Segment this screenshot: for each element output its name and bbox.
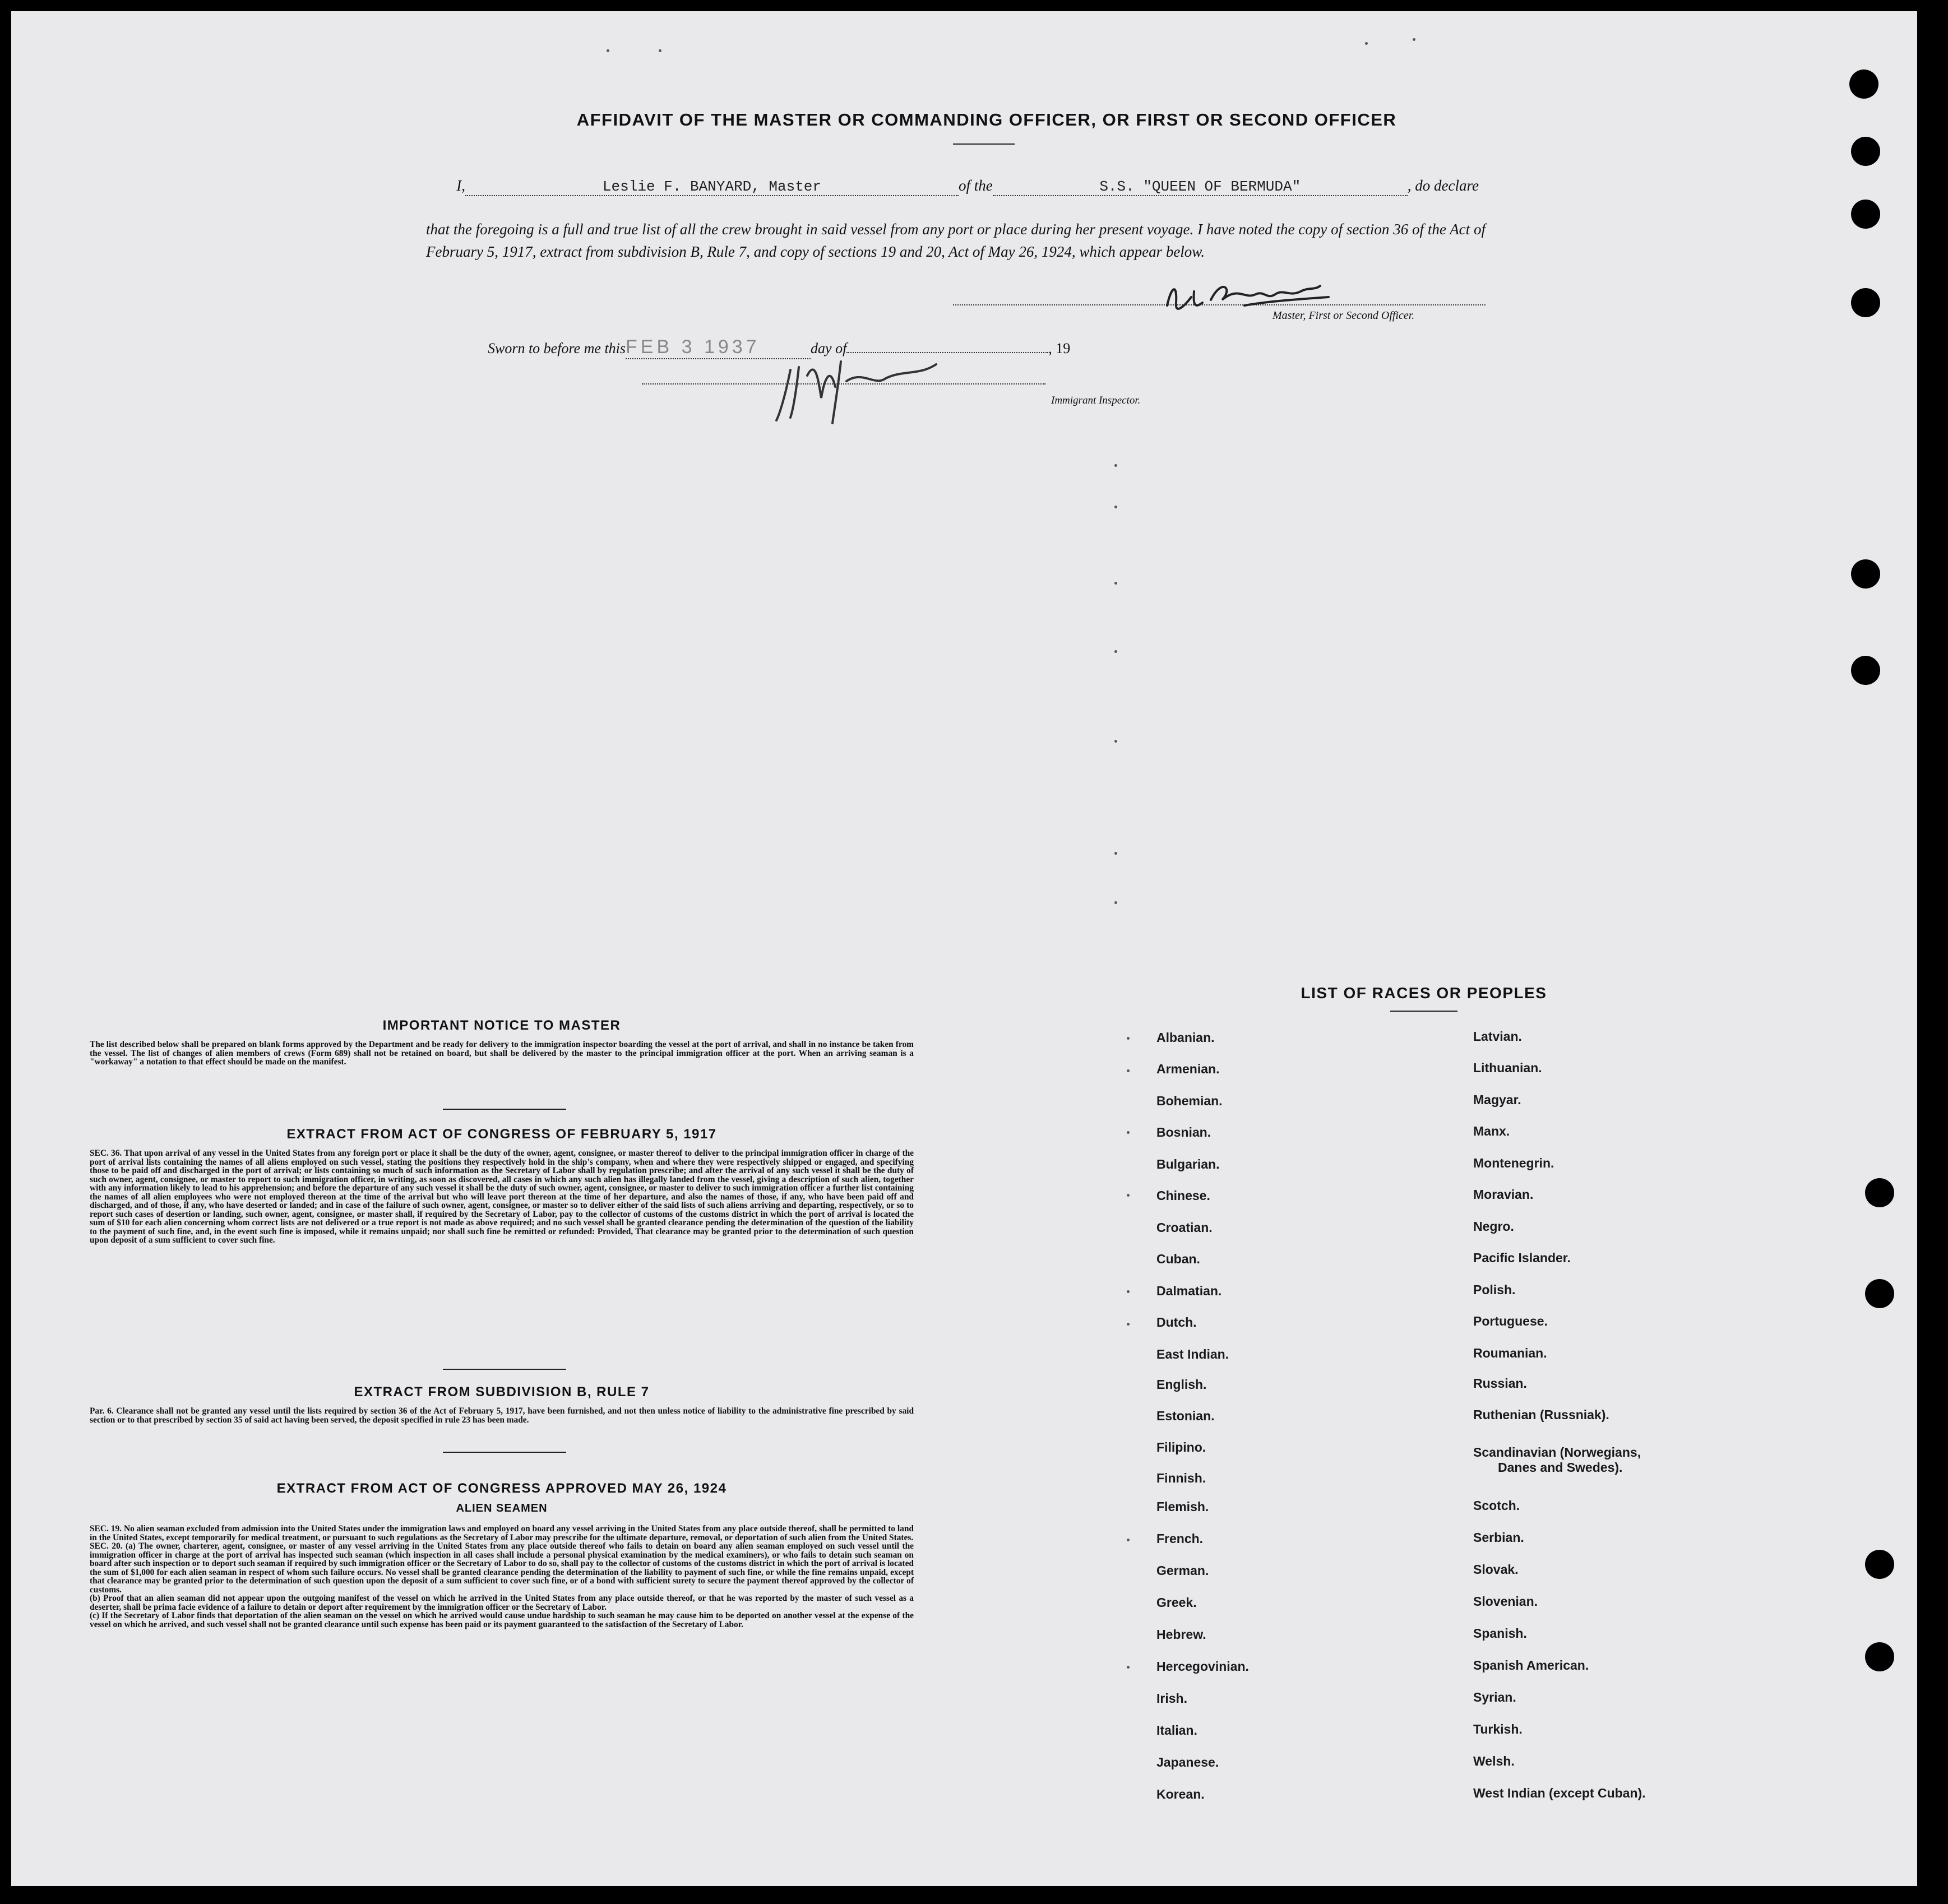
of-the-text: of the xyxy=(959,177,993,194)
race-item: Negro. xyxy=(1473,1219,1514,1234)
race-item: Cuban. xyxy=(1156,1252,1200,1266)
binder-hole xyxy=(1851,200,1880,229)
margin-speck xyxy=(1127,1037,1130,1040)
print-speck xyxy=(1365,42,1368,45)
extract-1924-subtitle: ALIEN SEAMEN xyxy=(456,1502,548,1514)
day-of-text: day of xyxy=(811,340,847,356)
margin-speck xyxy=(1127,1069,1130,1072)
race-item: Latvian. xyxy=(1473,1029,1522,1044)
race-item: Portuguese. xyxy=(1473,1314,1548,1328)
race-item: Turkish. xyxy=(1473,1722,1523,1736)
race-item: Filipino. xyxy=(1156,1440,1206,1454)
race-item: Welsh. xyxy=(1473,1754,1515,1768)
race-item: Japanese. xyxy=(1156,1755,1219,1769)
notice-title: IMPORTANT NOTICE TO MASTER xyxy=(382,1018,621,1033)
document-page xyxy=(11,11,1917,1886)
race-item: Russian. xyxy=(1473,1376,1527,1391)
race-item: Hercegovinian. xyxy=(1156,1659,1249,1674)
races-title-rule xyxy=(1390,1011,1457,1012)
notice-text: The list described below shall be prepared on blank forms approved by the Department and be ready for delivery to the immigration inspector boarding the vessel at the port of arrival, and shall in no instance be taken from the vessel. The list of changes of alien members of crews (Form 689) shall not be retained on board, but shall be delivered by the master to the principal immigration officer at the port. When an arriving seaman is a "workaway" a notation to that effect should be made on the manifest. xyxy=(90,1040,914,1067)
inspector-signature xyxy=(768,348,970,426)
margin-speck xyxy=(1127,1666,1130,1669)
race-item: Dalmatian. xyxy=(1156,1284,1222,1298)
race-item: Magyar. xyxy=(1473,1092,1521,1107)
margin-speck xyxy=(1114,740,1117,743)
race-item: East Indian. xyxy=(1156,1347,1229,1361)
race-item: Korean. xyxy=(1156,1787,1205,1801)
section-rule xyxy=(443,1452,566,1453)
declarant-field: Leslie F. BANYARD, Master xyxy=(465,178,959,196)
race-item: Serbian. xyxy=(1473,1530,1524,1545)
print-speck xyxy=(607,49,609,52)
binder-hole xyxy=(1865,1178,1894,1207)
margin-speck xyxy=(1114,506,1117,508)
race-item: Greek. xyxy=(1156,1595,1197,1610)
sworn-date-stamp: FEB 3 1937 xyxy=(626,336,811,359)
race-item: Bulgarian. xyxy=(1156,1157,1220,1171)
binder-hole xyxy=(1851,137,1880,166)
race-item: English. xyxy=(1156,1377,1207,1392)
race-item-line: Scandinavian (Norwegians, xyxy=(1473,1445,1641,1460)
race-item: Pacific Islander. xyxy=(1473,1250,1571,1265)
print-speck xyxy=(1413,38,1415,41)
pronoun-text: I, xyxy=(456,177,465,194)
section-rule xyxy=(443,1109,566,1110)
race-item: Spanish. xyxy=(1473,1626,1527,1641)
sworn-label: Sworn to before me this xyxy=(488,340,626,356)
race-item xyxy=(1473,1445,1641,1475)
do-declare-text: , do declare xyxy=(1407,177,1479,194)
extract-1917-text: SEC. 36. That upon arrival of any vessel in the United States from any foreign port or place it shall be the duty of the owner, agent, consignee, or master thereof to deliver to the principal immigration officer in charge of the port of arrival lists containing the names of all aliens employed on such vessel, stating the positions they respectively hold in the ship's company, when and where they were respectively shipped or engaged, and specifying those to be paid off and discharged in the port of arrival; or lists containing so much of such information as the Secretary of Labor shall by regulation prescribe; and after the arrival of any such vessel it shall be the duty of such owner, agent, consignee, or master to report to such immigration officer, in writing, as soon as discovered, all cases in which any such alien has illegally landed from the vessel, giving a description of such alien, together with any information likely to lead to his apprehension; and before the departure of any such vessel it shall be the duty of such owner, agent, consignee, or master to deliver to such immigration officer a further list containing the names of all alien employees who were not employed thereon at the time of the arrival but who will leave port thereon at the time of her departure, and also the names of those, if any, who have been paid off and discharged, and of those, if any, who have deserted or landed; and in case of the failure of such owner, agent, consignee, or master so to deliver either of the said lists of such aliens arriving and departing, respectively, or so to report such cases of desertion or landing, such owner, agent, consignee, or master shall, if required by the Secretary of Labor, pay to the collector of customs of the customs district in which the port of arrival is located the sum of $10 for each alien concerning whom correct lists are not delivered or a true report is not made as above required; and no such vessel shall be granted clearance pending the determination of the question of the liability to the payment of such fine, and, in the event such fine is imposed, while it remains unpaid; nor shall such fine be remitted or refunded: Provided, That clearance may be granted prior to the determination of such question upon deposit of a sum sufficient to cover such fine. xyxy=(90,1148,914,1245)
binder-hole xyxy=(1851,559,1880,589)
section-rule xyxy=(443,1369,566,1370)
inspector-caption: Immigrant Inspector. xyxy=(1051,395,1141,406)
margin-speck xyxy=(1114,901,1117,904)
margin-speck xyxy=(1114,852,1117,855)
race-item: Hebrew. xyxy=(1156,1627,1206,1642)
affidavit-title: AFFIDAVIT OF THE MASTER OR COMMANDING OFFICER, OR FIRST OR SECOND OFFICER xyxy=(576,110,1397,129)
race-item: Moravian. xyxy=(1473,1187,1534,1202)
race-item: Manx. xyxy=(1473,1124,1510,1138)
race-item: Roumanian. xyxy=(1473,1346,1547,1360)
affidavit-declarant-line xyxy=(426,177,1486,196)
binder-hole xyxy=(1865,1642,1894,1671)
race-item: Italian. xyxy=(1156,1723,1197,1738)
margin-speck xyxy=(1114,650,1117,653)
rule7-text: Par. 6. Clearance shall not be granted any vessel until the lists required by section 36 of the Act of February 5, 1917, have been furnished, and not then unless notice of liability to the administrative fine prescribed by said section or to that prescribed by section 35 of said act having been served, the deposit specified in rule 23 has been made. xyxy=(90,1406,914,1425)
rule7-title: EXTRACT FROM SUBDIVISION B, RULE 7 xyxy=(354,1384,650,1400)
master-caption: Master, First or Second Officer. xyxy=(1273,309,1415,322)
race-item: Polish. xyxy=(1473,1282,1516,1297)
race-item: Albanian. xyxy=(1156,1030,1215,1045)
race-item: French. xyxy=(1156,1531,1204,1546)
margin-speck xyxy=(1127,1290,1130,1293)
binder-hole xyxy=(1851,288,1880,317)
race-item: Bohemian. xyxy=(1156,1094,1223,1108)
vessel-field: S.S. "QUEEN OF BERMUDA" xyxy=(993,178,1408,196)
margin-speck xyxy=(1127,1323,1130,1326)
extract-1917-title: EXTRACT FROM ACT OF CONGRESS OF FEBRUARY 5, 1917 xyxy=(286,1127,717,1142)
print-speck xyxy=(659,49,661,52)
race-item: Ruthenian (Russniak). xyxy=(1473,1407,1609,1422)
race-item: Flemish. xyxy=(1156,1499,1209,1514)
race-item: Estonian. xyxy=(1156,1409,1215,1423)
race-item: German. xyxy=(1156,1563,1209,1578)
race-item: Armenian. xyxy=(1156,1062,1220,1076)
margin-speck xyxy=(1127,1194,1130,1197)
race-item: Chinese. xyxy=(1156,1188,1210,1203)
race-item: Slovak. xyxy=(1473,1562,1519,1577)
extract-1924-block xyxy=(90,1525,914,1629)
races-title: LIST OF RACES OR PEOPLES xyxy=(1301,984,1547,1002)
year-prefix: , 19 xyxy=(1048,340,1071,356)
binder-hole xyxy=(1865,1279,1894,1308)
notice-block xyxy=(90,1040,914,1067)
affidavit-body: that the foregoing is a full and true list of all the crew brought in said vessel from any port or place during her present voyage. I have noted the copy of section 36 of the Act of February 5, 1917, extract from subdivision B, Rule 7, and copy of sections 19 and 20, Act of May 26, 1924, which appear below. xyxy=(426,221,1486,260)
race-item: Lithuanian. xyxy=(1473,1060,1542,1075)
binder-hole xyxy=(1865,1550,1894,1579)
race-item: Spanish American. xyxy=(1473,1658,1589,1673)
race-item: Syrian. xyxy=(1473,1690,1516,1704)
race-item: Bosnian. xyxy=(1156,1125,1211,1139)
race-item: Irish. xyxy=(1156,1691,1187,1706)
race-item: Finnish. xyxy=(1156,1471,1206,1485)
race-item: Dutch. xyxy=(1156,1315,1197,1329)
extract-1917-block xyxy=(90,1149,914,1245)
binder-hole xyxy=(1851,656,1880,685)
rule7-block xyxy=(90,1407,914,1424)
race-item-continuation: Danes and Swedes). xyxy=(1498,1460,1623,1475)
extract-1924-text: SEC. 19. No alien seaman excluded from admission into the United States under the immigration laws and employed on board any vessel arriving in the United States from any place outside thereof, shall be permitted to land in the United States, except temporarily for medical treatment, or pursuant to such regulations as the Secretary of Labor may prescribe for the ultimate departure, removal, or deportation of such alien from the United States. SEC. 20. (a) The owner, charterer, agent, consignee, or master of any vessel arriving in the United States from any place outside thereof who fails to detain on board any alien seaman employed on such vessel until the immigration officer in charge at the port of arrival has inspected such seaman (which inspection in all cases shall include a personal physical examination by the medical examiners), or who fails to detain such seaman on board after such inspection or to deport such seaman if required by such immigration officer or the Secretary of Labor to do so, shall pay to the collector of customs of the customs district in which the port of arrival is located the sum of $1,000 for each alien seaman in respect of whom such failure occurs. No vessel shall be granted clearance pending the determination of the liability to payment of such fine, or while the fine remains unpaid, except that clearance may be granted prior to the determination of such question upon the deposit of a sum sufficient to cover such fine, or of a bond with sufficient surety to secure the payment thereof approved by the collector of customs. (b) Proof that an alien seaman did not appear upon the outgoing manifest of the vessel on which he arrived in the United States from any place outside thereof, or that he was reported by the master of such vessel as a deserter, shall be prima facie evidence of a failure to detain or deport after requirement by the immigration officer or the Secretary of Labor. (c) If the Secretary of Labor finds that deportation of the alien seaman on the vessel on which he arrived would cause undue hardship to such seaman he may cause him to be deported on another vessel at the expense of the vessel on which he arrived, and such vessel shall not be granted clearance until such expense has been paid or its payment guaranteed to the satisfaction of the Secretary of Labor. xyxy=(90,1524,914,1629)
margin-speck xyxy=(1114,464,1117,467)
margin-speck xyxy=(1114,582,1117,585)
race-item: Scotch. xyxy=(1473,1498,1520,1513)
race-item: Croatian. xyxy=(1156,1220,1213,1235)
binder-hole xyxy=(1849,70,1878,99)
extract-1924-title: EXTRACT FROM ACT OF CONGRESS APPROVED MAY 26, 1924 xyxy=(276,1481,727,1496)
margin-speck xyxy=(1127,1539,1130,1541)
race-item: West Indian (except Cuban). xyxy=(1473,1786,1646,1800)
margin-speck xyxy=(1127,1131,1130,1134)
race-item: Slovenian. xyxy=(1473,1594,1538,1609)
race-item: Montenegrin. xyxy=(1473,1156,1554,1170)
title-rule xyxy=(953,143,1015,145)
